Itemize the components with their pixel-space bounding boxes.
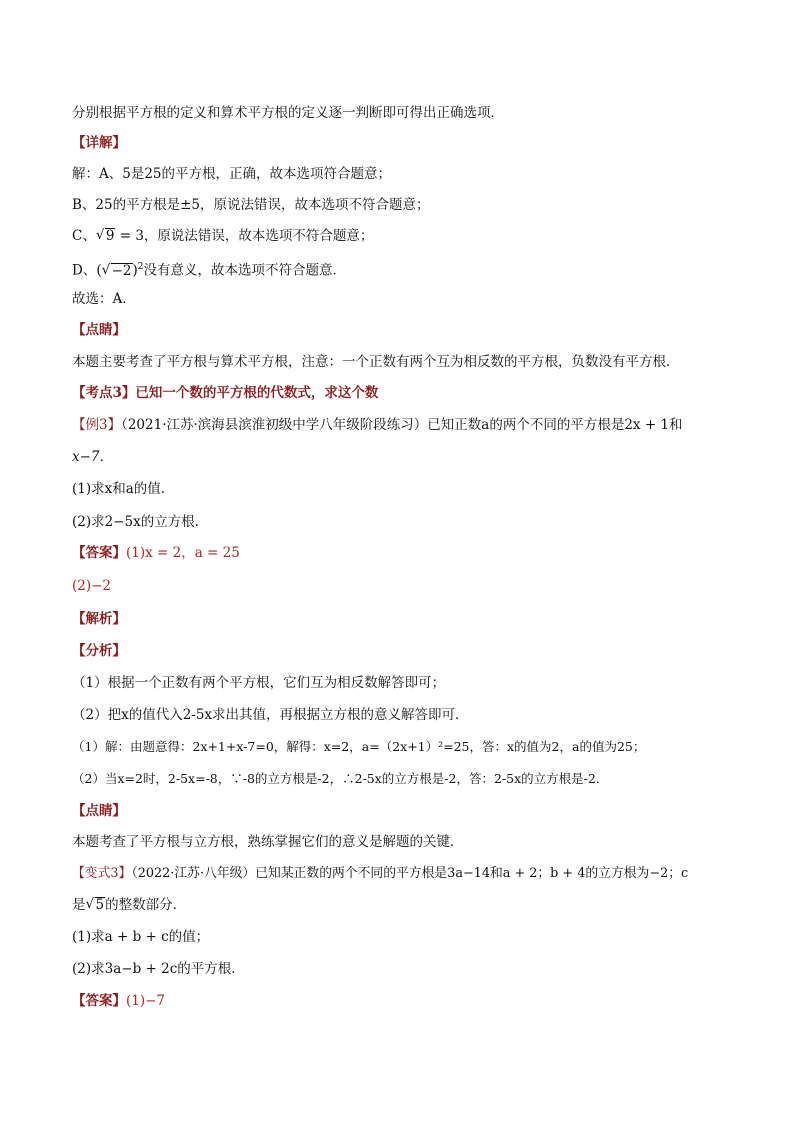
analysis-label: 【分析】 [72,643,126,659]
section-header-comment [72,320,734,340]
subquestion-2-text: (2)求2−5x的立方根． [72,514,209,530]
sqrt-radicand: −2 [111,262,132,279]
answer-1-text: (1)x = 2，a = 25 [126,545,240,561]
variant-subquestion-2 [72,959,734,979]
subquestion-1-text: (1)求x和a的值． [72,481,175,497]
solution-line-c [72,226,734,246]
option-b-text: B、25的平方根是±5，原说法错误，故本选项不符合题意； [72,197,430,213]
choice-line [72,289,734,309]
solution-step-1-text: （1）解：由题意得：2x+1+x-7=0，解得：x=2，a=（2x+1）²=25，答：x的值为2，a的值为25； [72,739,646,754]
solution-label: 【解析】 [72,611,126,627]
variant-answer-label: 【答案】 [72,993,126,1009]
comment-text-2 [72,832,734,852]
example-question-line1 [72,415,734,435]
option-a-text: 解：A、5是25的平方根，正确，故本选项符合题意； [72,166,392,182]
variant-answer-text: (1)−7 [126,993,166,1009]
choice-text: 故选：A． [72,291,136,307]
comment-label-2: 【点睛】 [72,803,126,819]
analysis-text [72,103,734,123]
option-d-prefix: D、( [72,262,102,279]
variant-subquestion-1-text: (1)求a + b + c的值； [72,929,210,945]
analysis-step-2-text: （2）把x的值代入2-5x求出其值，再根据立方根的意义解答即可． [72,707,469,723]
variant-label: 【变式3】 [72,866,132,881]
example-question-cont: x−7． [72,449,114,465]
sqrt-radicand: 5 [95,897,105,913]
comment-label: 【点睛】 [72,322,126,338]
answer-2-text: (2)−2 [72,578,112,594]
analysis-step-1 [72,673,734,693]
variant-cont-prefix: 是 [72,897,86,913]
variant-cont-text: 的整数部分． [105,897,187,913]
solution-step-1 [72,737,734,757]
detail-label: 【详解】 [72,135,126,151]
sqrt-radicand: 9 [105,228,115,244]
sqrt-symbol [96,226,116,246]
solution-line-a [72,164,734,184]
solution-line-d [72,257,734,281]
option-c-prefix: C、 [72,228,96,244]
option-c-text: = 3，原说法错误，故本选项不符合题意； [115,228,374,244]
variant-subquestion-1 [72,927,734,947]
subquestion-2 [72,512,734,532]
analysis-step-1-text: （1）根据一个正数有两个平方根，它们互为相反数解答即可； [72,675,446,691]
comment-sentence: 本题主要考查了平方根与算术平方根，注意：一个正数有两个互为相反数的平方根，负数没有平方根． [72,354,680,370]
variant-answer-line [72,991,734,1011]
variant-question-text: （2022·江苏·八年级）已知某正数的两个不同的平方根是3a−14和a + 2；b + 4的立方根为−2；c [131,866,689,881]
variant-question-line1 [72,864,734,884]
variant-subquestion-2-text: (2)求3a−b + 2c的平方根． [72,961,245,977]
section-header-comment-2 [72,801,734,821]
example-label: 【例3】 [72,417,122,433]
answer-line [72,543,734,563]
sqrt-symbol [86,895,106,915]
close-paren: ) [132,262,138,279]
comment-sentence-2: 本题考查了平方根与立方根，熟练掌握它们的意义是解题的关键． [72,834,464,850]
section-header-detail [72,133,734,153]
section-header-analysis [72,641,734,661]
topic-heading [72,383,734,403]
example-question-text: （2021·江苏·滨海县滨淮初级中学八年级阶段练习）已知正数a的两个不同的平方根是2x + 1和 [121,417,683,433]
variant-question-line2 [72,895,734,915]
comment-text [72,352,734,372]
solution-line-b [72,195,734,215]
analysis-step-2 [72,705,734,725]
answer-line-2 [72,576,734,596]
topic-title: 【考点3】已知一个数的平方根的代数式，求这个数 [72,385,379,401]
answer-label: 【答案】 [72,545,126,561]
analysis-sentence: 分别根据平方根的定义和算术平方根的定义逐一判断即可得出正确选项． [72,105,504,121]
option-d-text: 没有意义，故本选项不符合题意． [143,262,347,279]
solution-step-2 [72,769,734,789]
solution-step-2-text: （2）当x=2时，2-5x=-8，∵-8的立方根是-2，∴2-5x的立方根是-2，答：2-5x的立方根是-2． [72,771,609,786]
subquestion-1 [72,479,734,499]
section-header-solution [72,609,734,629]
example-question-line2 [72,447,734,467]
sqrt-symbol [102,261,133,281]
exponent: 2 [137,262,144,272]
